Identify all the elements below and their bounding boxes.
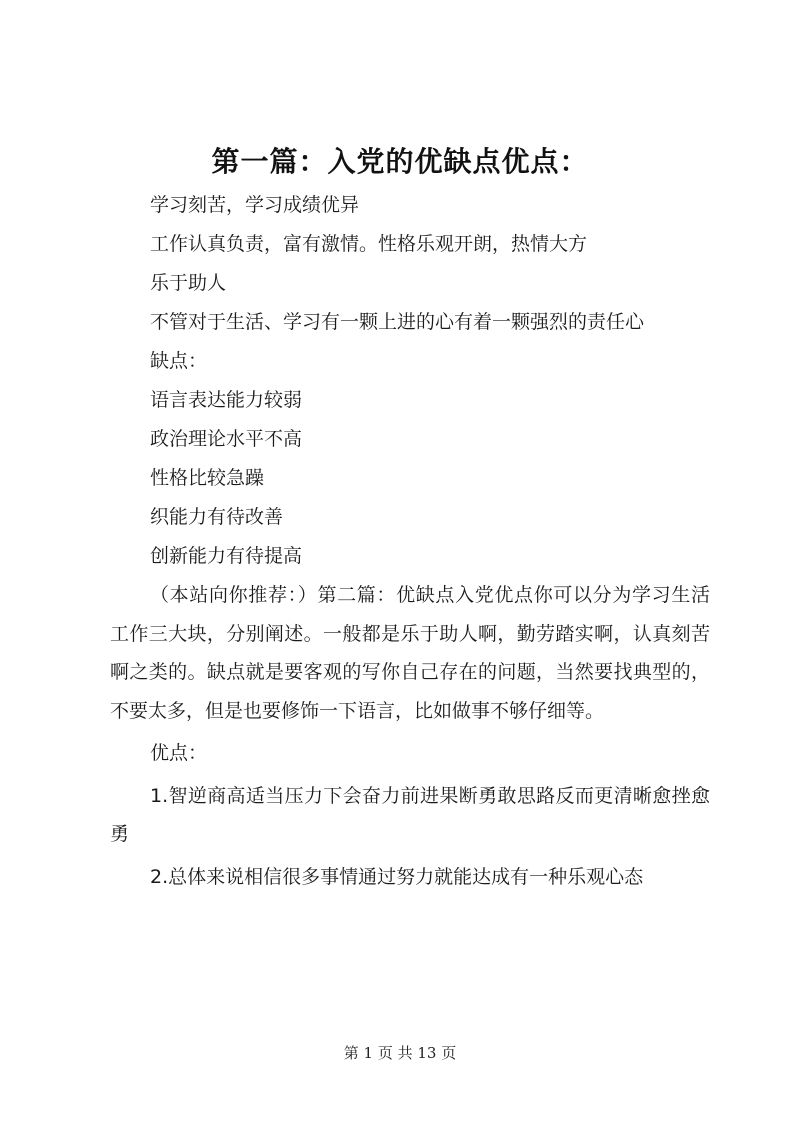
text-line: 缺点： xyxy=(150,350,208,372)
text-line: 学习刻苦，学习成绩优异 xyxy=(150,194,360,216)
text-line: 不管对于生活、学习有一颗上进的心有着一颗强烈的责任心 xyxy=(150,311,645,333)
text-line: 乐于助人 xyxy=(150,272,227,294)
text-line: 织能力有待改善 xyxy=(150,506,284,528)
text-line: 政治理论水平不高 xyxy=(150,428,303,450)
page-footer: 第 1 页 共 13 页 xyxy=(343,1044,457,1062)
text-line: 创新能力有待提高 xyxy=(150,545,303,567)
document-body xyxy=(110,186,710,896)
text-line: 工作认真负责，富有激情。性格乐观开朗，热情大方 xyxy=(150,233,588,255)
document-title: 第一篇：入党的优缺点优点： xyxy=(211,145,589,178)
text-line: 性格比较急躁 xyxy=(150,467,265,489)
text-line: 语言表达能力较弱 xyxy=(150,389,303,411)
paragraph: 1.智逆商高适当压力下会奋力前进果断勇敢思路反而更清晰愈挫愈勇 xyxy=(110,784,710,845)
paragraph: （本站向你推荐：）第二篇：优缺点入党优点你可以分为学习生活工作三大块，分别阐述。一般都是乐于助人啊，勤劳踏实啊，认真刻苦啊之类的。缺点就是要客观的写你自己存在的问题，当然要找典型的，不要太多，但是也要修饰一下语言，比如做事不够仔细等。 xyxy=(110,584,710,722)
paragraph: 2.总体来说相信很多事情通过努力就能达成有一种乐观心态 xyxy=(150,865,644,888)
paragraph: 优点： xyxy=(150,742,208,764)
